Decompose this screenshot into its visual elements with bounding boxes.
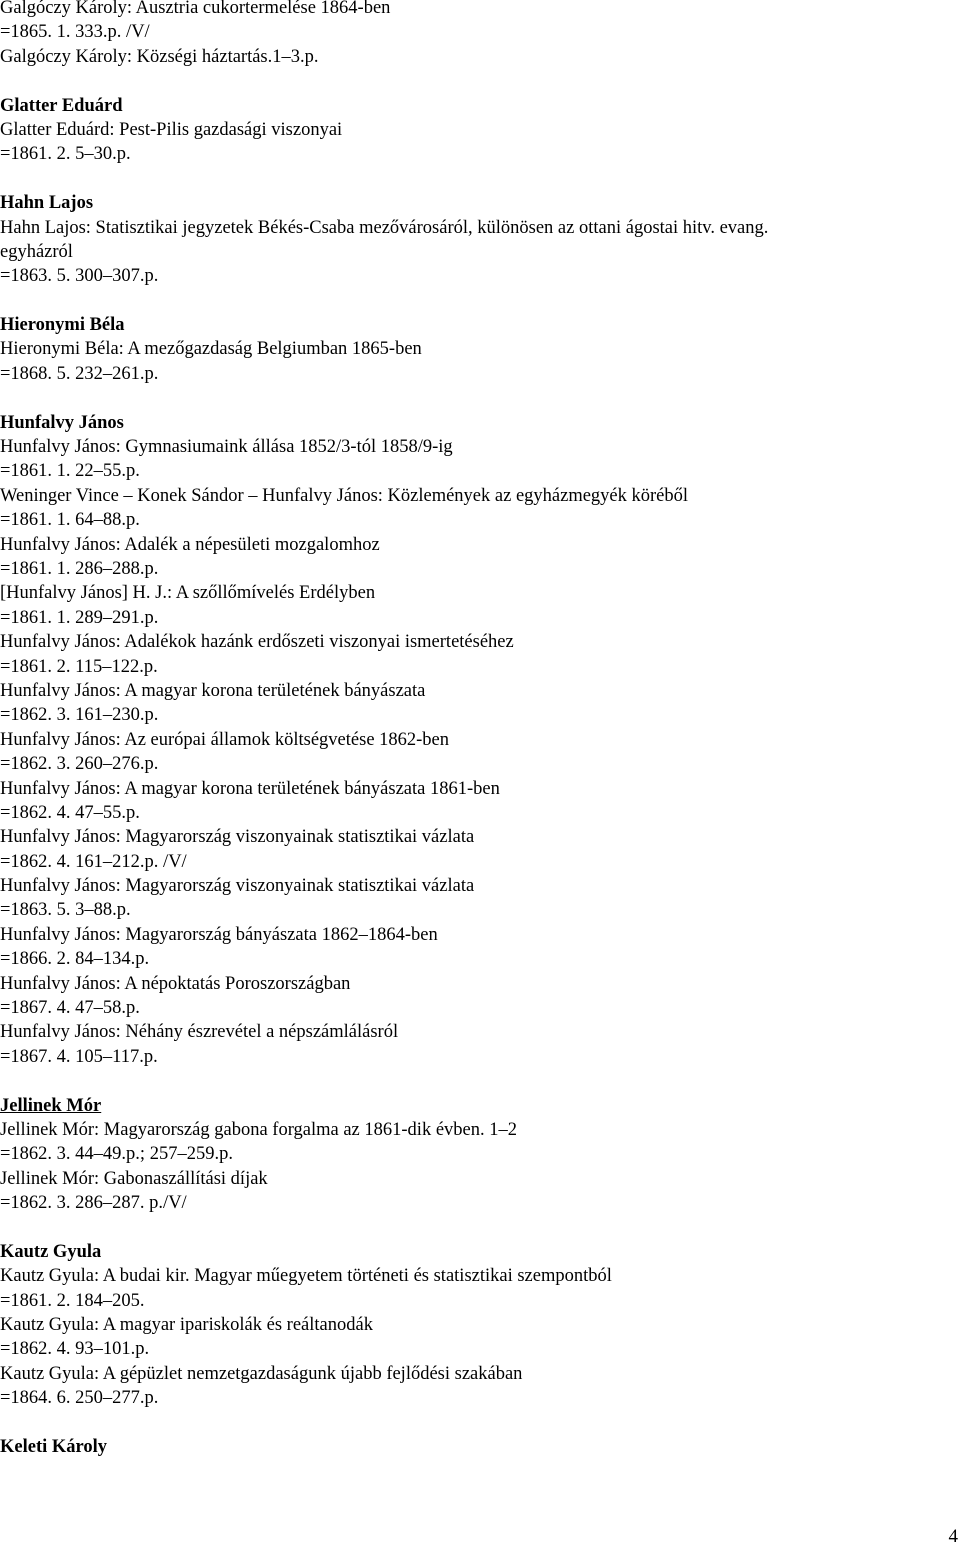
bibliography-entry-line: Hunfalvy János: Magyarország bányászata 1862–1864-ben (0, 924, 438, 945)
author-heading: Hunfalvy János (0, 412, 124, 433)
bibliography-entry-line: [Hunfalvy János] H. J.: A szőllőmívelés Erdélyben (0, 583, 376, 604)
bibliography-entry-line: Hieronymi Béla: A mezőgazdaság Belgiumban 1865-ben (0, 339, 422, 360)
bibliography-entry-line: =1862. 3. 44–49.p.; 257–259.p. (0, 1144, 233, 1165)
author-section (0, 386, 955, 1069)
bibliography-entry-line: =1867. 4. 47–58.p. (0, 998, 140, 1019)
section-spacer (0, 1216, 955, 1240)
bibliography-entry-line: Hunfalvy János: Néhány észrevétel a népszámlálásról (0, 1022, 399, 1043)
section-spacer (0, 386, 955, 410)
bibliography-entry-line: Hunfalvy János: Adalékok hazánk erdőszeti viszonyai ismertetéséhez (0, 632, 514, 653)
bibliography-entry-line: =1862. 4. 161–212.p. /V/ (0, 851, 187, 872)
bibliography-entry-line: Hunfalvy János: A magyar korona területének bányászata 1861-ben (0, 778, 500, 799)
bibliography-entry-line: Galgóczy Károly: Ausztria cukortermelése 1864-ben (0, 0, 391, 18)
bibliography-entry-line: =1862. 4. 47–55.p. (0, 802, 140, 823)
author-heading: Glatter Eduárd (0, 95, 123, 116)
section-spacer (0, 167, 955, 191)
bibliography-entry-line: Kautz Gyula: A magyar ipariskolák és reáltanodák (0, 1315, 373, 1336)
bibliography-entry-line: Hunfalvy János: A népoktatás Poroszországban (0, 973, 351, 994)
bibliography-entry-line: Hunfalvy János: Magyarország viszonyainak statisztikai vázlata (0, 827, 475, 848)
author-section (0, 1411, 955, 1460)
bibliography-entry-line: =1861. 2. 5–30.p. (0, 144, 131, 165)
author-heading: Keleti Károly (0, 1437, 108, 1458)
section-spacer (0, 1069, 955, 1093)
bibliography-entry-line: Kautz Gyula: A gépüzlet nemzetgazdaságunk újabb fejlődési szakában (0, 1363, 523, 1384)
author-section (0, 69, 955, 167)
section-spacer (0, 1411, 955, 1435)
author-section (0, 289, 955, 387)
author-heading: Jellinek Mór (0, 1095, 102, 1116)
bibliography-entry-line: =1862. 4. 93–101.p. (0, 1339, 150, 1360)
bibliography-entry-line: =1862. 3. 286–287. p./V/ (0, 1193, 187, 1214)
bibliography-entry-line: =1862. 3. 161–230.p. (0, 705, 159, 726)
bibliography-entry-line: =1861. 2. 115–122.p. (0, 656, 158, 677)
bibliography-entry-line: =1864. 6. 250–277.p. (0, 1388, 159, 1409)
bibliography-entry-line: Weninger Vince – Konek Sándor – Hunfalvy János: Közlemények az egyházmegyék köréből (0, 485, 689, 506)
page-number: 4 (948, 1526, 958, 1547)
bibliography-entry-line: =1863. 5. 3–88.p. (0, 900, 131, 921)
section-spacer (0, 289, 955, 313)
bibliography-entry-line: Hunfalvy János: A magyar korona területének bányászata (0, 680, 426, 701)
bibliography-entry-line: egyházról (0, 241, 73, 262)
bibliography-entry-line: =1861. 1. 64–88.p. (0, 510, 140, 531)
author-heading: Hieronymi Béla (0, 315, 125, 336)
bibliography-entry-line: Glatter Eduárd: Pest-Pilis gazdasági viszonyai (0, 119, 343, 140)
bibliography-entry-line: =1866. 2. 84–134.p. (0, 949, 150, 970)
bibliography-entry-line: =1861. 1. 286–288.p. (0, 558, 159, 579)
author-section (0, 167, 955, 289)
author-section (0, 1069, 955, 1215)
bibliography-entry-line: =1865. 1. 333.p. /V/ (0, 22, 150, 43)
bibliography-entry-line: =1868. 5. 232–261.p. (0, 363, 159, 384)
bibliography-entry-line: =1862. 3. 260–276.p. (0, 754, 159, 775)
bibliography-entry-line: Hahn Lajos: Statisztikai jegyzetek Békés-Csaba mezővárosáról, különösen az ottani ágostai hitv. evang. (0, 217, 769, 238)
bibliography-entry-line: Jellinek Mór: Magyarország gabona forgalma az 1861-dik évben. 1–2 (0, 1119, 517, 1140)
author-section (0, 1216, 955, 1411)
bibliography-entry-line: Hunfalvy János: Magyarország viszonyainak statisztikai vázlata (0, 876, 475, 897)
author-heading: Kautz Gyula (0, 1241, 102, 1262)
author-heading: Hahn Lajos (0, 193, 94, 214)
bibliography-entry-line: =1861. 2. 184–205. (0, 1290, 145, 1311)
section-spacer (0, 69, 955, 93)
bibliography-entry-line: Hunfalvy János: Adalék a népesületi mozgalomhoz (0, 534, 380, 555)
bibliography-entry-line: =1867. 4. 105–117.p. (0, 1046, 158, 1067)
bibliography-entry-line: Kautz Gyula: A budai kir. Magyar műegyetem történeti és statisztikai szempontból (0, 1266, 612, 1287)
bibliography-entry-line: Galgóczy Károly: Községi háztartás.1–3.p. (0, 46, 319, 67)
bibliography-entry-line: Hunfalvy János: Gymnasiumaink állása 1852/3-tól 1858/9-ig (0, 437, 453, 458)
bibliography-entry-line: =1861. 1. 22–55.p. (0, 461, 140, 482)
bibliography-entry-line: Hunfalvy János: Az európai államok költségvetése 1862-ben (0, 729, 450, 750)
bibliography-entry-line: Jellinek Mór: Gabonaszállítási díjak (0, 1168, 268, 1189)
bibliography-entry-line: =1861. 1. 289–291.p. (0, 607, 159, 628)
bibliography-entry-line: =1863. 5. 300–307.p. (0, 266, 159, 287)
author-section (0, 0, 955, 69)
